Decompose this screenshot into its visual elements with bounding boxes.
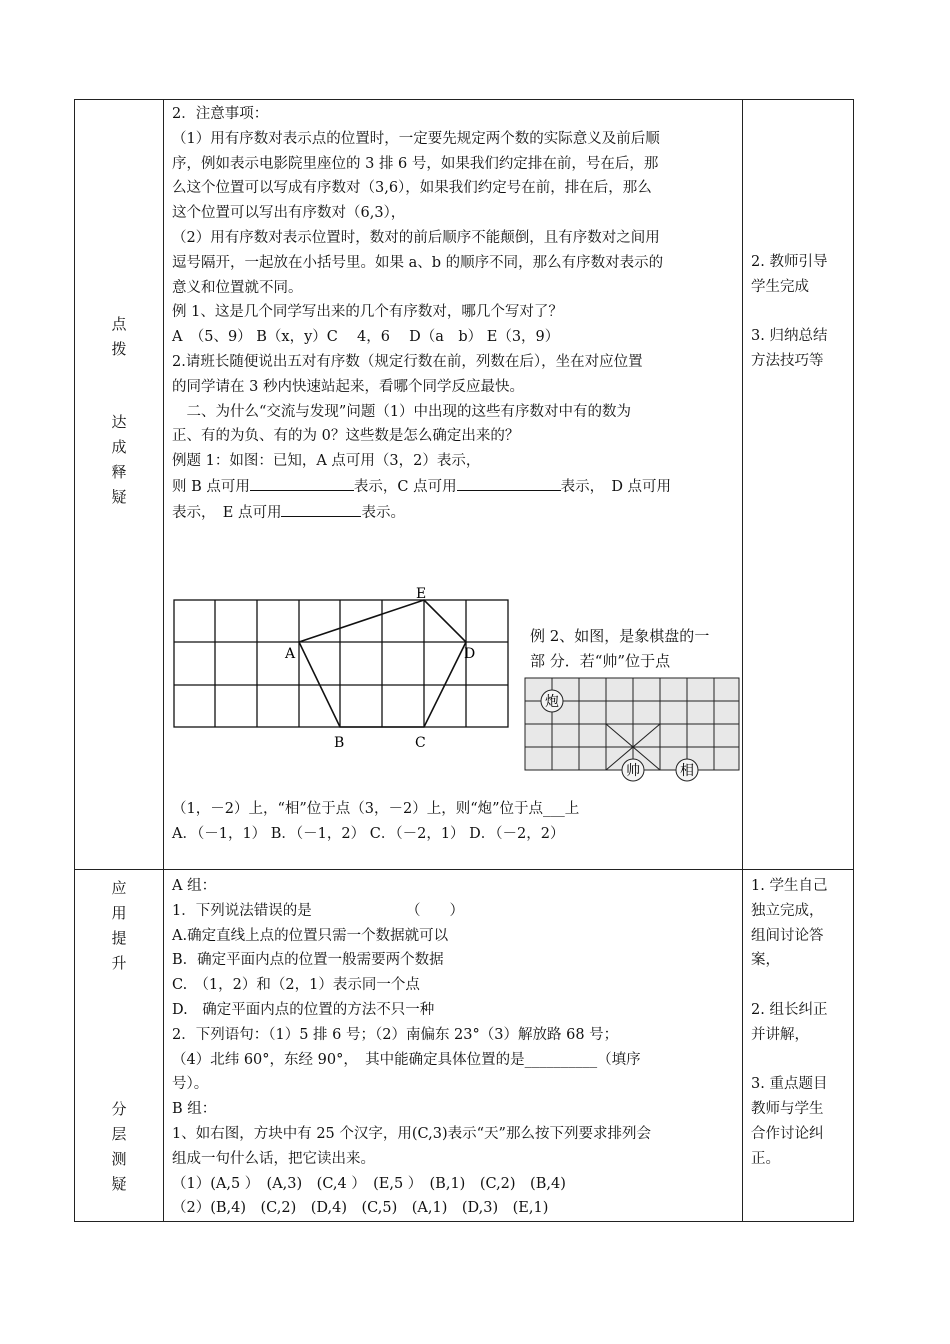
section1-notes	[751, 250, 851, 374]
note-line: 2. 组长纠正	[751, 1001, 828, 1018]
text-line: 例 1、这是几个同学写出来的几个有序数对，哪几个写对了？	[172, 304, 563, 321]
fill-text: 表示，C 点可用	[353, 478, 457, 495]
text-line: （2）(B,4) (C,2) (D,4) (C,5) (A,1) (D,3) (E,1)	[172, 1200, 549, 1217]
text-line: B 组：	[172, 1101, 217, 1118]
answer-blank-b[interactable]	[250, 474, 354, 491]
note-line: 案，	[751, 952, 780, 969]
text-line: A.确定直线上点的位置只需一个数据就可以	[172, 927, 449, 944]
note-line: 方法技巧等	[751, 353, 824, 370]
text-line: （1）用有序数对表示点的位置时，一定要先规定两个数的实际意义及前后顺	[172, 130, 660, 147]
note-line	[751, 1048, 851, 1073]
text-line: 部 分．若“帅”位于点	[530, 652, 671, 670]
note-line: 正。	[751, 1150, 780, 1167]
column-divider-right	[742, 100, 743, 1221]
note-line: 并讲解，	[751, 1026, 809, 1043]
column-divider-left	[163, 100, 164, 1221]
text-line: 二、为什么“交流与发现”问题（1）中出现的这些有序数对中有的数为	[172, 403, 632, 420]
note-line: 2. 教师引导	[751, 254, 828, 270]
text-line: 例题 1：如图：已知，A 点可用（3，2）表示，	[172, 453, 481, 470]
text-line: A （5、9） B（x，y）C 4，6 D（a b） E（3，9）	[172, 329, 560, 346]
text-line: A 组：	[172, 878, 217, 894]
note-line: 1. 学生自己	[751, 878, 828, 894]
text-line: 么这个位置可以写成有序数对（3,6），如果我们约定号在前，排在后，那么	[172, 180, 652, 197]
text-line: 逗号隔开，一起放在小括号里。如果 a、b 的顺序不同，那么有序数对表示的	[172, 254, 664, 271]
note-line: 学生完成	[751, 278, 809, 295]
text-line: 2．注意事项：	[172, 106, 269, 122]
point-label-e: E	[416, 586, 427, 602]
section1-content	[172, 102, 738, 526]
answer-blank-c[interactable]	[457, 474, 561, 491]
chess-piece-xiang: 相	[680, 763, 694, 779]
fill-line-2	[172, 500, 738, 526]
lesson-table	[74, 99, 854, 1222]
label-fencengceyi: 分 层 测 疑	[111, 1100, 127, 1193]
note-line: 合作讨论纠	[751, 1125, 824, 1142]
text-line: D. 确定平面内点的位置的方法不只一种	[172, 1001, 435, 1018]
text-line: 这个位置可以写出有序数对（6,3），	[172, 205, 406, 222]
note-line: 组间讨论答	[751, 927, 824, 944]
text-line: （1）(A,5 ） (A,3) (C,4 ） (E,5 ） (B,1) (C,2) (B,4)	[172, 1175, 566, 1192]
section2-content	[172, 874, 738, 1221]
note-line	[751, 973, 851, 998]
point-label-a: A	[285, 646, 296, 662]
note-line	[751, 300, 851, 325]
chessboard-figure	[523, 676, 743, 786]
note-line: 3. 归纳总结	[751, 328, 828, 345]
label-dianbo: 点 拨	[111, 315, 127, 358]
point-label-b: B	[334, 735, 345, 751]
text-line: 正、有的为负、有的为 0？这些数是怎么确定出来的？	[172, 428, 520, 445]
example2-tail	[172, 797, 738, 847]
text-line: 组成一句什么话，把它读出来。	[172, 1150, 375, 1167]
label-yingyongtisheng: 应 用 提 升	[111, 879, 127, 972]
section2-notes	[751, 874, 851, 1172]
label-dachengshiyi: 达 成 释 疑	[111, 413, 127, 506]
text-line: （1，－2）上，“相”位于点（3，－2）上，则“炮”位于点___上	[172, 801, 580, 817]
grid-figure	[172, 580, 512, 752]
fill-line-1	[172, 474, 738, 500]
answer-blank-e[interactable]	[281, 500, 361, 517]
fill-text: 表示， E 点可用	[172, 504, 282, 521]
chess-piece-shuai: 帅	[626, 763, 640, 779]
text-line: 的同学请在 3 秒内快速站起来，看哪个同学反应最快。	[172, 378, 524, 395]
text-line: 1．下列说法错误的是 （ ）	[172, 902, 464, 919]
text-line: （2）用有序数对表示位置时，数对的前后顺序不能颠倒，且有序数对之间用	[172, 229, 660, 246]
fill-text: 表示， D 点可用	[560, 478, 672, 495]
text-line: A．（－1，1） B．（－1，2） C．（－2，1） D．（－2，2）	[172, 825, 565, 842]
text-line: 例 2、如图，是象棋盘的一	[530, 627, 710, 645]
text-line: B．确定平面内点的位置一般需要两个数据	[172, 952, 444, 969]
text-line: C. （1，2）和（2，1）表示同一个点	[172, 977, 420, 994]
note-line: 独立完成，	[751, 902, 824, 919]
row-divider	[75, 869, 853, 870]
example2-text	[530, 624, 740, 674]
text-line: 序，例如表示电影院里座位的 3 排 6 号，如果我们约定排在前，号在后，那	[172, 155, 659, 172]
text-line: 2．下列语句：（1）5 排 6 号；（2）南偏东 23°（3）解放路 68 号；	[172, 1026, 619, 1043]
chess-piece-pao: 炮	[545, 694, 559, 710]
text-line: 意义和位置就不同。	[172, 279, 303, 296]
point-label-d: D	[464, 646, 476, 662]
text-line: （4）北纬 60°，东经 90°， 其中能确定具体位置的是__________（填序	[172, 1051, 641, 1068]
fill-text: 表示。	[361, 504, 405, 521]
note-line: 3. 重点题目	[751, 1076, 828, 1093]
text-line: 号）。	[172, 1076, 209, 1093]
fill-text: 则 B 点可用	[172, 478, 250, 495]
text-line: 1、如右图，方块中有 25 个汉字，用(C,3)表示“天”那么按下列要求排列会	[172, 1125, 651, 1142]
point-label-c: C	[415, 735, 426, 751]
note-line: 教师与学生	[751, 1101, 824, 1118]
text-line: 2.请班长随便说出五对有序数（规定行数在前，列数在后），坐在对应位置	[172, 353, 643, 370]
